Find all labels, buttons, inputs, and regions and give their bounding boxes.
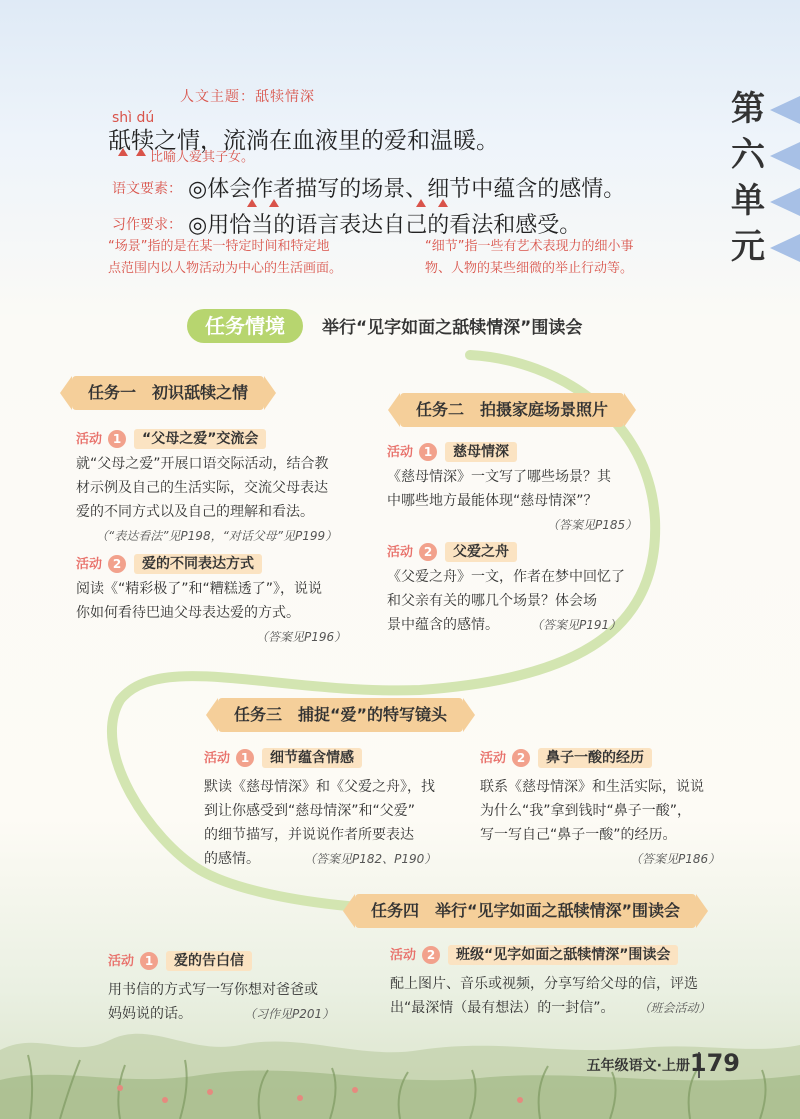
task4-activity1-header: 活动 1 爱的告白信: [108, 950, 252, 970]
writing-text: ◎用恰当的语言表达自己的看法和感受。: [188, 213, 582, 238]
marker-triangle: [416, 199, 426, 207]
marker-triangle: [438, 199, 448, 207]
task1-activity1-header: 活动 1 “父母之爱”交流会: [76, 428, 266, 448]
answer-reference: （班会活动）: [644, 1001, 711, 1015]
answer-reference: （答案见P182、P190）: [310, 852, 437, 866]
unit-char: 第: [705, 86, 800, 132]
task2-activity1-header: 活动 1 慈母情深: [387, 441, 517, 461]
task4-activity1-text: 用书信的方式写一写你想对爸爸或 妈妈说的话。 （习作见P201）: [108, 982, 335, 1022]
task1-banner: 任务一 初识舐犊之情: [72, 376, 264, 410]
activity-title: 班级“见字如面之舐犊情深”围读会: [448, 945, 678, 965]
pinyin-annotation: shì dú: [112, 110, 155, 126]
theme-label: 人文主题：舐犊情深: [180, 89, 315, 105]
unit-char: 六: [705, 132, 800, 178]
task1-activity2-header: 活动 2 爱的不同表达方式: [76, 553, 262, 573]
activity-title: 父爱之舟: [445, 542, 517, 562]
task2-activity1-text: 《慈母情深》一文写了哪些场景？其 中哪些地方最能体现“慈母情深”？ （答案见P185）: [387, 465, 667, 537]
answer-reference: （答案见P186）: [630, 852, 721, 866]
marker-triangle: [247, 199, 257, 207]
task3-activity1-text: 默读《慈母情深》和《父爱之舟》，找 到让你感受到“慈母情深”和“父爱” 的细节描写，并说说作者所要表达 的感情。 （答案见P182、P190）: [204, 779, 437, 867]
task2-banner: 任务二 拍摄家庭场景照片: [400, 393, 624, 427]
scene-definition-note: “场景”指的是在某一特定时间和特定地 点范围内以人物活动为中心的生活画面。: [108, 239, 343, 276]
task3-activity2-text: 联系《慈母情深》和生活实际，说说 为什么“我”拿到钱时“鼻子一酸”， 写一写自己“鼻子一酸”的经历。 （答案见P186）: [480, 775, 740, 871]
grass-illustration: [0, 960, 800, 1119]
task4-activity2-header: 活动 2 班级“见字如面之舐犊情深”围读会: [390, 944, 678, 964]
book-info: 五年级语文·上册: [586, 1058, 690, 1074]
simile-note: 比喻人爱其子女。: [150, 150, 255, 165]
task4-activity2-text: 配上图片、音乐或视频，分享写给父母的信，评选 出“最深情（最有想法）的一封信”。 （班会活动）: [390, 976, 711, 1016]
activity-title: 爱的不同表达方式: [134, 554, 262, 574]
activity-title: “父母之爱”交流会: [134, 429, 266, 449]
unit-char: 单: [705, 178, 800, 224]
detail-definition-note: “细节”指一些有艺术表现力的细小事 物、人物的某些细微的举止行动等。: [425, 239, 634, 276]
reading-label: 语文要素：: [112, 181, 182, 197]
task3-activity1-header: 活动 1 细节蕴含情感: [204, 747, 362, 767]
writing-requirement-row: [112, 208, 581, 239]
task2-activity2-header: 活动 2 父爱之舟: [387, 541, 517, 561]
activity-title: 细节蕴含情感: [262, 748, 362, 768]
unit-char: 元: [705, 224, 800, 270]
activity-title: 爱的告白信: [166, 951, 252, 971]
marker-triangle: [269, 199, 279, 207]
answer-reference: （答案见P185）: [547, 518, 638, 532]
activity-title: 鼻子一酸的经历: [538, 748, 652, 768]
task1-activity1-text: 就“父母之爱”开展口语交际活动，结合教 材示例及自己的生活实际，交流父母表达 爱的不同方式以及自己的理解和看法。 （“表达看法”见P198，“对话父母”见P199）: [76, 452, 376, 548]
reading-text: ◎体会作者描写的场景、细节中蕴含的感情。: [188, 177, 626, 202]
task3-banner: 任务三 捕捉“爱”的特写镜头: [218, 698, 463, 732]
unit-title: [705, 86, 800, 270]
marker-triangle: [136, 148, 146, 156]
task4-banner: 任务四 举行“见字如面之舐犊情深”围读会: [355, 894, 696, 928]
answer-reference: （答案见P191）: [537, 618, 622, 632]
task3-activity2-header: 活动 2 鼻子一酸的经历: [480, 747, 652, 767]
task2-activity2-text: 《父爱之舟》一文，作者在梦中回忆了 和父亲有关的哪几个场景？体会场 景中蕴含的感情。 （答案见P191）: [387, 569, 625, 633]
marker-triangle: [118, 148, 128, 156]
answer-reference: （“表达看法”见P198，“对话父母”见P199）: [96, 529, 338, 543]
answer-reference: （习作见P201）: [250, 1007, 335, 1021]
task1-activity2-text: 阅读《“精彩极了”和“糟糕透了”》，说说 你如何看待巴迪父母表达爱的方式。 （答案见P196）: [76, 577, 376, 649]
activity-title: 慈母情深: [445, 442, 517, 462]
writing-label: 习作要求：: [112, 217, 182, 233]
task-context-tag: 任务情境: [187, 309, 303, 343]
answer-reference: （答案见P196）: [256, 630, 347, 644]
theme-line: 舐犊之情，流淌在血液里的爱和温暖。: [108, 128, 499, 154]
reading-element-row: [112, 172, 625, 203]
page-number: 179: [689, 1049, 740, 1077]
task-context-title: 举行“见字如面之舐犊情深”围读会: [322, 318, 583, 338]
